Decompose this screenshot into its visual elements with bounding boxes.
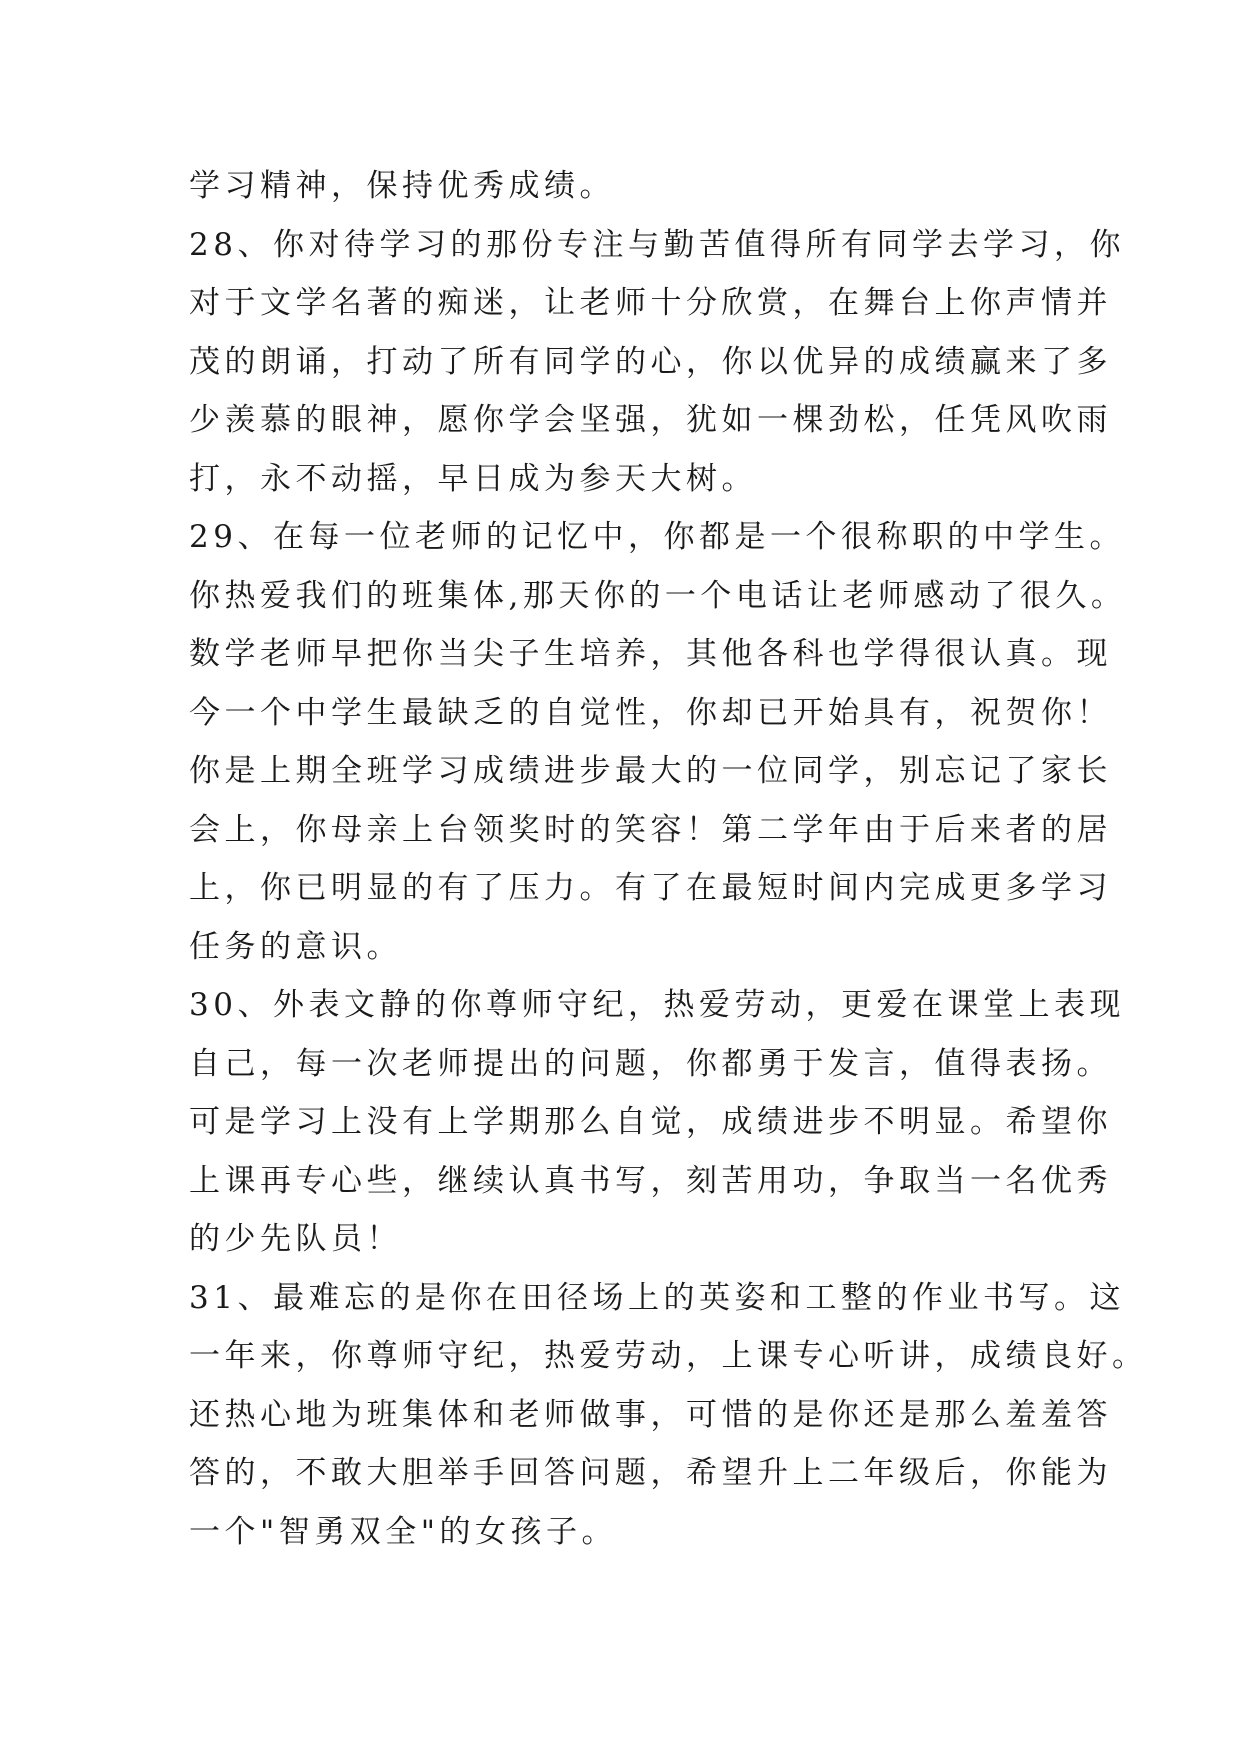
text-line: 对于文学名著的痴迷，让老师十分欣赏，在舞台上你声情并 (189, 285, 1112, 321)
text-line: 你热爱我们的班集体,那天你的一个电话让老师感动了很久。 (189, 577, 1127, 614)
text-line: 学习精神，保持优秀成绩。 (189, 168, 615, 204)
text-line: 自己，每一次老师提出的问题，你都勇于发言，值得表扬。 (189, 1045, 1112, 1082)
text-line: 的少先队员！ (189, 1221, 402, 1257)
text-line: 28、你对待学习的那份专注与勤苦值得所有同学去学习，你 (189, 226, 1125, 263)
text-line: 31、最难忘的是你在田径场上的英姿和工整的作业书写。这 (189, 1279, 1125, 1316)
text-line: 答的，不敢大胆举手回答问题，希望升上二年级后，你能为 (189, 1455, 1112, 1491)
text-line: 任务的意识。 (189, 928, 402, 965)
text-line: 上课再专心些，继续认真书写，刻苦用功，争取当一名优秀 (189, 1162, 1112, 1199)
text-line: 30、外表文静的你尊师守纪，热爱劳动，更爱在课堂上表现 (189, 987, 1125, 1023)
text-line: 数学老师早把你当尖子生培养，其他各科也学得很认真。现 (189, 636, 1112, 672)
text-line: 今一个中学生最缺乏的自觉性，你却已开始具有，祝贺你！ (189, 694, 1112, 731)
document-body (189, 157, 1148, 1561)
text-line: 29、在每一位老师的记忆中，你都是一个很称职的中学生。 (189, 519, 1125, 555)
text-line: 打，永不动摇，早日成为参天大树。 (189, 460, 757, 497)
text-line: 你是上期全班学习成绩进步最大的一位同学，别忘记了家长 (189, 753, 1112, 789)
text-line: 会上，你母亲上台领奖时的笑容！第二学年由于后来者的居 (189, 811, 1112, 848)
text-line: 上，你已明显的有了压力。有了在最短时间内完成更多学习 (189, 870, 1112, 906)
text-line: 少羡慕的眼神，愿你学会坚强，犹如一棵劲松，任凭风吹雨 (189, 402, 1112, 438)
text-line: 还热心地为班集体和老师做事，可惜的是你还是那么羞羞答 (189, 1396, 1112, 1433)
text-line: 一年来，你尊师守纪，热爱劳动，上课专心听讲，成绩良好。 (189, 1338, 1148, 1374)
text-line: 一个"智勇双全"的女孩子。 (189, 1513, 618, 1550)
text-line: 茂的朗诵，打动了所有同学的心，你以优异的成绩赢来了多 (189, 343, 1112, 380)
text-line: 可是学习上没有上学期那么自觉，成绩进步不明显。希望你 (189, 1104, 1112, 1140)
